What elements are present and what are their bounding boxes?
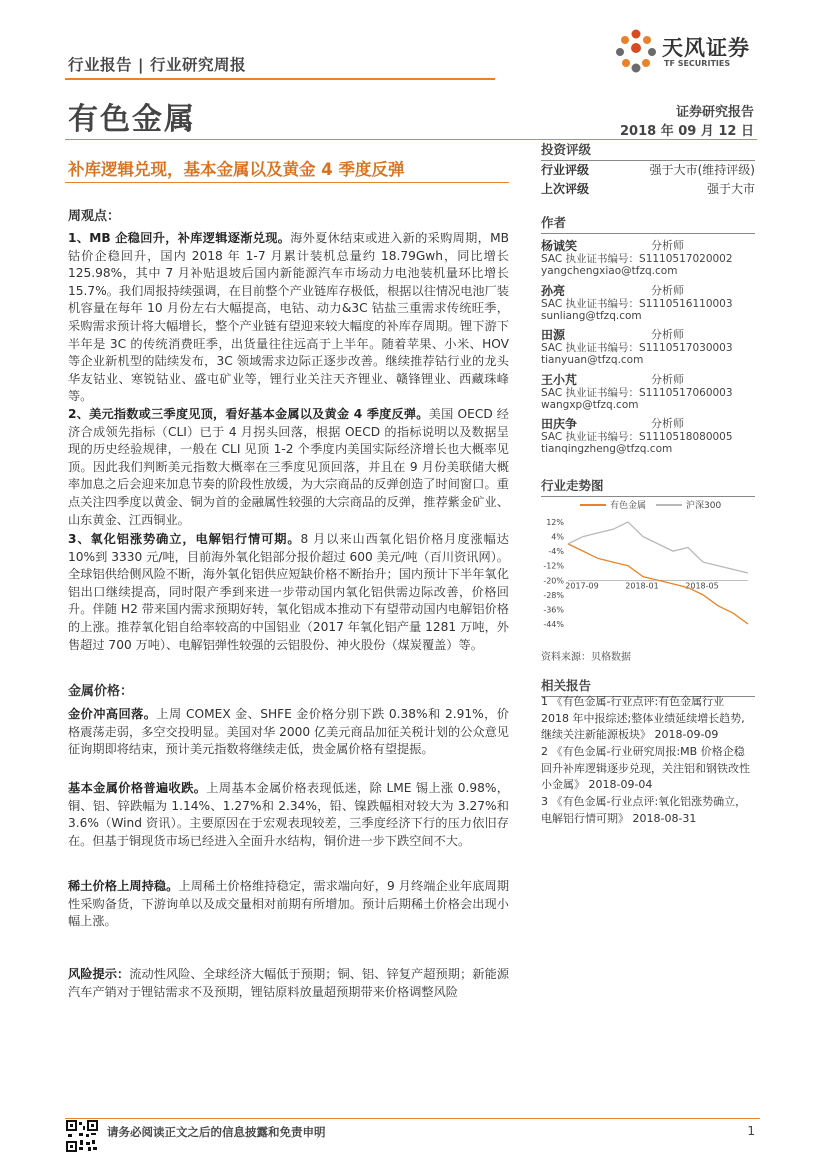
related-report-date: 2018-09-09 [654, 728, 719, 741]
y-tick-label: -12% [543, 561, 564, 571]
previous-rating-row [541, 180, 755, 198]
trend-heading: 行业走势图 [541, 476, 755, 497]
analyst-role: 分析师 [651, 417, 684, 430]
rare-earth-text: 上周稀土价格维持稳定，需求端向好，9 月终端企业年底周期性采购备货，下游询单以及成交量相对前期有所增加。预计后期稀土价格会出现小幅上涨。 [68, 879, 510, 929]
risk-lead: 风险提示： [68, 967, 130, 981]
related-report-item[interactable] [541, 694, 755, 744]
analyst-email[interactable]: yangchengxiao@tfzq.com [541, 265, 678, 277]
paragraph-2-lead: 2、美元指数或三季度见顶，看好基本金属以及黄金 4 季度反弹。 [68, 407, 429, 421]
industry-trend-chart [536, 496, 756, 630]
analyst-cert: SAC 执业证书编号：S1110517020002 [541, 253, 733, 265]
related-report-title[interactable]: 3 《有色金属-行业点评:氧化铝涨势确立，电解铝行情可期》 [541, 795, 747, 825]
base-metal-paragraph [68, 780, 509, 850]
industry-rating-row [541, 161, 755, 179]
qr-code-icon [66, 1120, 98, 1152]
related-report-item[interactable] [541, 794, 755, 827]
rating-value: 强于大市(维持评级) [649, 163, 755, 177]
author-heading: 作者 [541, 213, 755, 234]
y-tick-label: -4% [548, 547, 564, 557]
analyst-entry [541, 371, 755, 413]
brand-name: 天风证券 [662, 36, 750, 60]
y-tick-label: -20% [543, 576, 564, 586]
analyst-email[interactable]: wangxp@tfzq.com [541, 399, 639, 411]
paragraph-3 [68, 531, 509, 654]
brand-subtitle: TF SECURITIES [664, 59, 731, 68]
rare-earth-lead: 稀土价格上周持稳。 [68, 879, 179, 893]
analyst-email[interactable]: tianqingzheng@tfzq.com [541, 443, 673, 455]
paragraph-3-text: 8 月以来山西氧化铝价格月度涨幅达 10%到 3330 元/吨，目前海外氧化铝部分报价超过 600 美元/吨（百川资讯网）。全球铝供给侧风险不断，海外氧化铝供应短缺价格不断抬升；国内预计下半年氧化铝出口继续提高，同时限产季到来进一步带动国内氧化铝供需边际改善，价格回升。伴随 H2 带来国内需求预期好转，氧化铝成本推动下有望带动国内电解铝价格的上涨。推荐氧化铝自给率较高的中国铝业（2017 年氧化铝产量 1281 万吨，外售超过 700 万吨）、电解铝弹性较强的云铝股份、神火股份（煤炭覆盖）等。 [68, 532, 509, 652]
report-title: 补库逻辑兑现，基本金属以及黄金 4 季度反弹 [68, 160, 405, 179]
related-report-item[interactable] [541, 744, 755, 794]
paragraph-1-text: 海外夏休结束或进入新的采购周期，MB 钴价企稳回升，国内 2018 年 1-7 月累计装机总量约 18.79Gwh，同比增长 125.98%，其中 7 月补贴退坡后国内新能源汽车市场动力电池装机量环比增长 15.7%。我们周报持续强调，在目前整个产业链库存极低，根据以往情况电池厂装机容量在每年 10 月份左右大幅提高，电钴、动力&3C 钴盐三重需求传统旺季，采购需求预计将大幅增长，整个产业链有望迎来较大幅度的补库存周期。锂下游下半年是 3C 的传统消费旺季，出货量往往远高于上半年。随着苹果、小米、HOV 等企业新机型的陆续发布，3C 领域需求边际正逐步改善。继续推荐钴行业的龙头华友钴业、寒锐钴业、盛屯矿业等，锂行业关注天齐锂业、赣锋锂业、西藏珠峰等。 [68, 231, 509, 404]
analyst-entry [541, 237, 755, 279]
y-tick-label: -28% [543, 590, 564, 600]
y-tick-label: -44% [543, 620, 564, 629]
risk-text: 流动性风险、全球经济大幅低于预期；铜、铝、锌复产超预期；新能源汽车产销对于锂钴需求不及预期，锂钴原料放量超预期带来价格调整风险 [68, 967, 510, 999]
analyst-name: 杨诚笑 [541, 239, 578, 253]
related-report-date: 2018-08-31 [632, 811, 697, 825]
gold-text: 上周 COMEX 金、SHFE 金价格分别下跌 0.38%和 2.91%，价格震荡走弱，多空交投明显。美国对华 2000 亿美元商品加征关税计划的公众意见征询期即将结束，预计美元指数将继续走低，贵金属价格有望提振。 [68, 707, 509, 757]
analyst-email[interactable]: sunliang@tfzq.com [541, 310, 642, 322]
risk-paragraph [68, 966, 509, 1001]
analyst-entry [541, 415, 755, 457]
paragraph-3-lead: 3、氧化铝涨势确立，电解铝行情可期。 [68, 532, 301, 546]
related-report-title[interactable]: 2 《有色金属-行业研究周报:MB 价格企稳回升补库逻辑逐步兑现，关注铝和钢铁改性小金属》 [541, 745, 750, 791]
summary-heading: 周观点： [68, 209, 121, 224]
rare-earth-paragraph [68, 878, 509, 931]
title-underline [65, 182, 509, 183]
analyst-cert: SAC 执业证书编号：S1110517030003 [541, 342, 733, 354]
x-tick-label: 2018-05 [685, 581, 719, 591]
brand-logo [612, 28, 772, 74]
page-number: 1 [747, 1124, 755, 1138]
analyst-name: 田庆争 [541, 417, 578, 431]
legend-label: 有色金属 [610, 501, 647, 511]
analyst-entry [541, 326, 755, 368]
gold-paragraph [68, 706, 509, 759]
analyst-role: 分析师 [651, 373, 684, 386]
analyst-cert: SAC 执业证书编号：S1110518080005 [541, 431, 733, 443]
y-tick-label: 12% [546, 518, 564, 527]
related-report-title[interactable]: 1 《有色金属-行业点评:有色金属行业 2018 年中报综述;整体业绩延续增长趋势,继续关注新能源板块》 [541, 695, 745, 741]
analyst-role: 分析师 [651, 284, 684, 297]
analyst-cert: SAC 执业证书编号：S1110516110003 [541, 298, 733, 310]
previous-rating-label: 上次评级 [541, 182, 590, 196]
analyst-name: 孙亮 [541, 284, 566, 298]
x-tick-label: 2018-01 [625, 581, 659, 591]
series-line [568, 522, 748, 573]
chart-source: 资料来源：贝格数据 [541, 652, 631, 663]
paragraph-1 [68, 230, 509, 406]
price-heading: 金属价格： [68, 684, 134, 699]
legend-label: 沪深300 [686, 501, 722, 511]
y-tick-label: 4% [551, 532, 564, 542]
previous-rating-value: 强于大市 [706, 182, 755, 196]
analyst-name: 王小芃 [541, 373, 578, 387]
paragraph-2 [68, 406, 509, 529]
header-divider [65, 78, 495, 80]
report-type: 证券研究报告 [675, 105, 754, 120]
analyst-cert: SAC 执业证书编号：S1110517060003 [541, 387, 733, 399]
base-metal-text: 上周基本金属价格表现低迷，除 LME 锡上涨 0.98%，铜、铝、锌跌幅为 1.14%、1.27%和 2.34%，铅、镍跌幅相对较大为 3.27%和 3.6%（Wind 资讯）。主要原因在于宏观表现较差，三季度经济下行的压力依旧存在。但基于铜现货市场已经进入全面升水结构，铜价进一步下跌空间不大。 [68, 781, 509, 848]
analyst-name: 田源 [541, 328, 566, 342]
rating-heading: 投资评级 [541, 140, 755, 161]
gold-lead: 金价冲高回落。 [68, 707, 157, 721]
analyst-entry [541, 282, 755, 324]
analyst-role: 分析师 [651, 328, 684, 341]
related-report-date: 2018-09-04 [588, 778, 653, 791]
footer-divider [65, 1118, 760, 1119]
analyst-email[interactable]: tianyuan@tfzq.com [541, 354, 644, 366]
related-heading: 相关报告 [541, 676, 755, 697]
disclaimer-text: 请务必阅读正文之后的信息披露和免责申明 [107, 1125, 326, 1139]
logo-mark-icon [612, 28, 660, 74]
x-tick-label: 2017-09 [565, 581, 599, 591]
paragraph-1-lead: 1、MB 企稳回升，补库逻辑逐渐兑现。 [68, 231, 291, 245]
report-category: 行业报告 | 行业研究周报 [68, 56, 246, 74]
report-date: 2018 年 09 月 12 日 [620, 124, 754, 139]
sector-title: 有色金属 [68, 102, 196, 137]
rating-label: 行业评级 [541, 163, 590, 177]
base-metal-lead: 基本金属价格普遍收跌。 [68, 781, 207, 795]
paragraph-2-text: 美国 OECD 经济合成领先指标（CLI）已于 4 月拐头回落，根据 OECD 的指标说明以及数据呈现的历史经验规律，一般在 CLI 见顶 1-2 个季度内美国实际经济增长也大概率见顶。因此我们判断美元指数大概率在三季度见顶回落，并且在 9 月份美联储大概率加息之后会迎来加息节奏的阶段性放缓，为大宗商品的反弹创造了时间窗口。重点关注四季度以黄金、铜为首的金融属性较强的大宗商品的反弹，推荐紫金矿业、山东黄金、江西铜业。 [68, 407, 509, 527]
y-tick-label: -36% [543, 605, 564, 615]
analyst-role: 分析师 [651, 239, 684, 252]
